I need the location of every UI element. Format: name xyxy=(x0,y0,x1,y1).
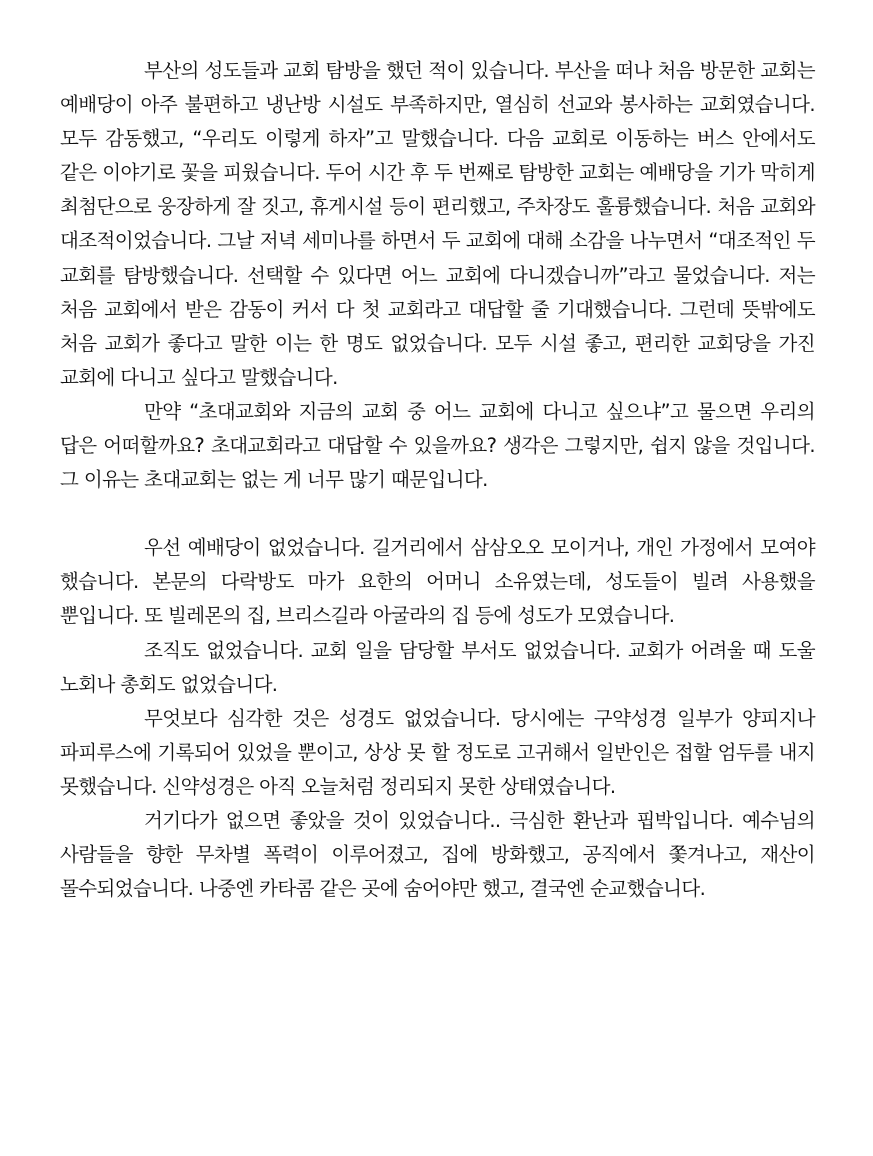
paragraph-early-church-question: 만약 “초대교회와 지금의 교회 중 어느 교회에 다니고 싶으냐”고 물으면 우리의 답은 어떠할까요? 초대교회라고 대답할 수 있을까요? 생각은 그렇지만, 쉽지 않을 것입니다. 그 이유는 초대교회는 없는 게 너무 많기 때문입니다. xyxy=(60,399,815,492)
paragraph-persecution: 거기다가 없으면 좋았을 것이 있었습니다.. 극심한 환난과 핍박입니다. 예수님의 사람들을 향한 무차별 폭력이 이루어졌고, 집에 방화했고, 공직에서 쫓겨나고, 재산이 몰수되었습니다. 나중엔 카타콤 같은 곳에 숨어야만 했고, 결국엔 순교했습니다. xyxy=(60,808,815,901)
document-body xyxy=(60,54,815,906)
paragraph-church-visit: 부산의 성도들과 교회 탐방을 했던 적이 있습니다. 부산을 떠나 처음 방문한 교회는 예배당이 아주 불편하고 냉난방 시설도 부족하지만, 열심히 선교와 봉사하는 교회였습니다. 모두 감동했고, “우리도 이렇게 하자”고 말했습니다. 다음 교회로 이동하는 버스 안에서도 같은 이야기로 꽃을 피웠습니다. 두어 시간 후 두 번째로 탐방한 교회는 예배당을 기가 막히게 최첨단으로 웅장하게 잘 짓고, 휴게시설 등이 편리했고, 주차장도 훌륭했습니다. 처음 교회와 대조적이었습니다. 그날 저녁 세미나를 하면서 두 교회에 대해 소감을 나누면서 “대조적인 두 교회를 탐방했습니다. 선택할 수 있다면 어느 교회에 다니겠습니까”라고 물었습니다. 저는 처음 교회에서 받은 감동이 커서 다 첫 교회라고 대답할 줄 기대했습니다. 그런데 뜻밖에도 처음 교회가 좋다고 말한 이는 한 명도 없었습니다. 모두 시설 좋고, 편리한 교회당을 가진 교회에 다니고 싶다고 말했습니다. xyxy=(60,59,815,389)
paragraph-no-organization: 조직도 없었습니다. 교회 일을 담당할 부서도 없었습니다. 교회가 어려울 때 도울 노회나 총회도 없었습니다. xyxy=(60,638,815,696)
paragraph-no-chapel: 우선 예배당이 없었습니다. 길거리에서 삼삼오오 모이거나, 개인 가정에서 모여야 했습니다. 본문의 다락방도 마가 요한의 어머니 소유였는데, 성도들이 빌려 사용했을 뿐입니다. 또 빌레몬의 집, 브리스길라 아굴라의 집 등에 성도가 모였습니다. xyxy=(60,536,815,628)
paragraph-no-bible: 무엇보다 심각한 것은 성경도 없었습니다. 당시에는 구약성경 일부가 양피지나 파피루스에 기록되어 있었을 뿐이고, 상상 못 할 정도로 고귀해서 일반인은 접할 엄두를 내지 못했습니다. 신약성경은 아직 오늘처럼 정리되지 못한 상태였습니다. xyxy=(60,706,815,798)
